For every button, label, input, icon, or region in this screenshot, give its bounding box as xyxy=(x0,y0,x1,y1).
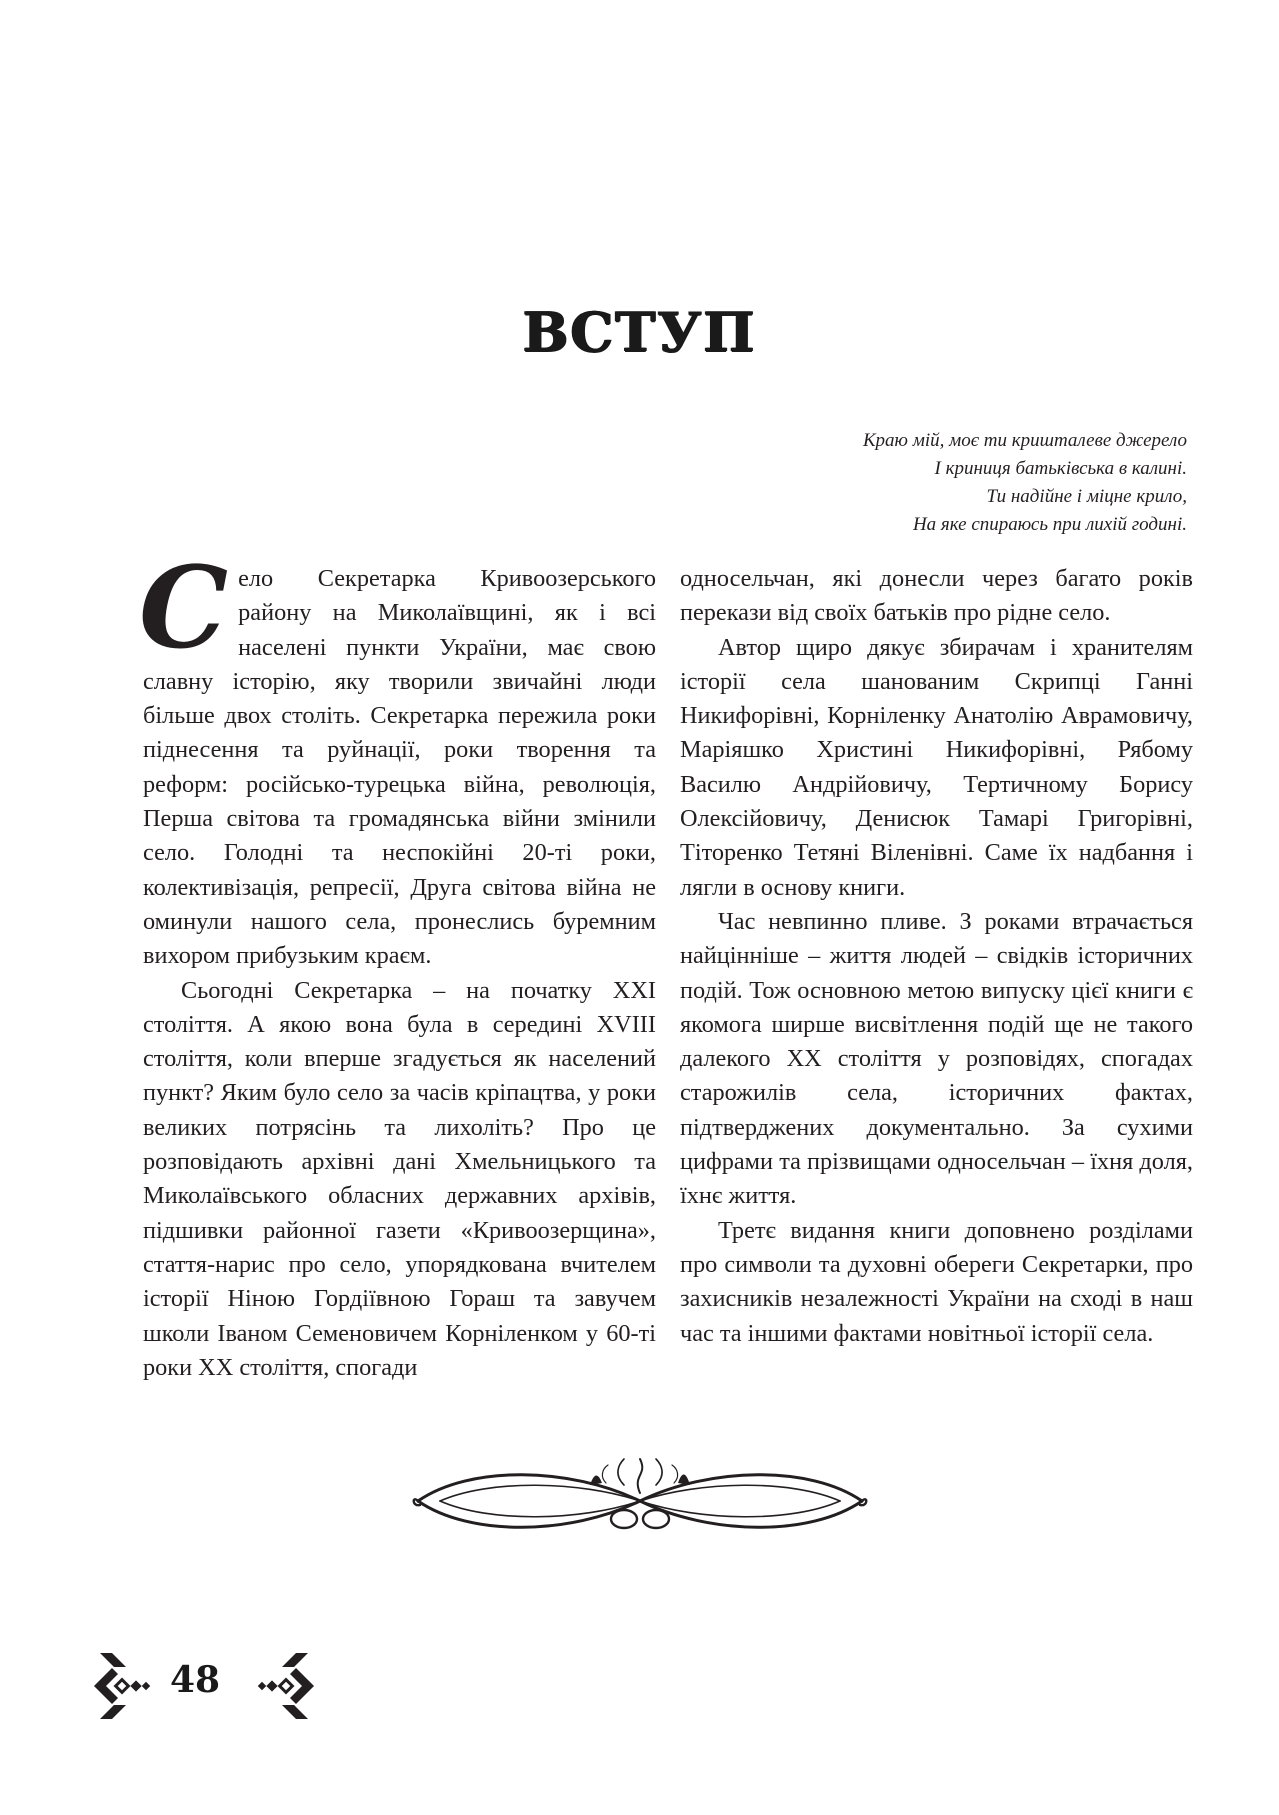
paragraph: Сьогодні Секретарка – на початку XXI століття. А якою вона була в середині XVIII століття, коли вперше згадується як населений пункт? Яким було село за часів кріпацтва, у роки великих потрясінь та лихоліть? Про це розповідають архівні дані Хмельницького та Миколаївського обласних державних архівів, підшивки районної газети «Кривоозерщина», стаття-нарис про село, упорядкована вчителем історії Ніною Гордіївною Гораш та завучем школи Іваном Семеновичем Корніленком у 60-ті роки XX століття, спогади xyxy=(143,976,656,1381)
epigraph-line: На яке спираюсь при лихій годині. xyxy=(912,514,1187,535)
epigraph xyxy=(627,427,1187,539)
paragraph xyxy=(139,543,656,974)
embroidery-pattern-icon xyxy=(256,1651,316,1721)
epigraph-line: Краю мій, моє ти кришталеве джерело xyxy=(862,430,1187,451)
paragraph: Час невпинно пливе. З роками втрачається найцінніше – життя людей – свідків історичних подій. Тож основною метою випуску цієї книги є якомога ширше висвітлення подій ще не такого далекого XX століття у розповідях, спогадах старожилів села, історичних фактах, підтверджених документально. За сухими цифрами та прізвищами односельчан – їхня доля, їхнє життя. xyxy=(680,907,1193,1210)
page-footer xyxy=(92,1651,332,1721)
paragraph: Третє видання книги доповнено розділами про символи та духовні обереги Секретарки, про захисників незалежності України на сході в наш час та іншими фактами новітньої історії села. xyxy=(680,1216,1193,1347)
text-column-left xyxy=(139,543,656,1385)
page-number: 48 xyxy=(170,1659,221,1701)
paragraph: односельчан, які донесли через багато років перекази від своїх батьків про рідне село. xyxy=(680,565,1193,627)
embroidery-pattern-icon xyxy=(92,1651,152,1721)
epigraph-line: Ти надійне і міцне крило, xyxy=(986,486,1187,507)
paragraph-text: ело Секретарка Кривоозерського району на Миколаївщині, як і всі населені пункти України, має свою славну історію, яку творили звичайні люди більше двох століть. Секретарка пережила роки піднесення та руйнації, роки творення та реформ: російсько-турецька війна, революція, Перша світова та громадянська війни змінили село. Голодні та неспокійні 20-ті роки, колективізація, репресії, Друга світова війна не оминули нашого села, пронеслись буремним вихором прибузьким краєм. xyxy=(143,565,656,970)
text-column-right xyxy=(680,562,1193,1351)
flourish-divider-icon xyxy=(410,1445,870,1545)
paragraph: Автор щиро дякує збирачам і хранителям історії села шанованим Скрипці Ганні Никифорівні, Корніленку Анатолію Аврамовичу, Маріяшко Христині Никифорівні, Рябому Василю Андрійовичу, Тертичному Борису Олексійовичу, Денисюк Тамарі Григорівні, Тіторенко Тетяні Віленівні. Саме їх надбання і лягли в основу книги. xyxy=(680,633,1193,901)
page-title: ВСТУП xyxy=(522,300,757,364)
epigraph-line: І криниця батьківська в калині. xyxy=(934,458,1187,479)
drop-cap: С xyxy=(139,543,229,674)
